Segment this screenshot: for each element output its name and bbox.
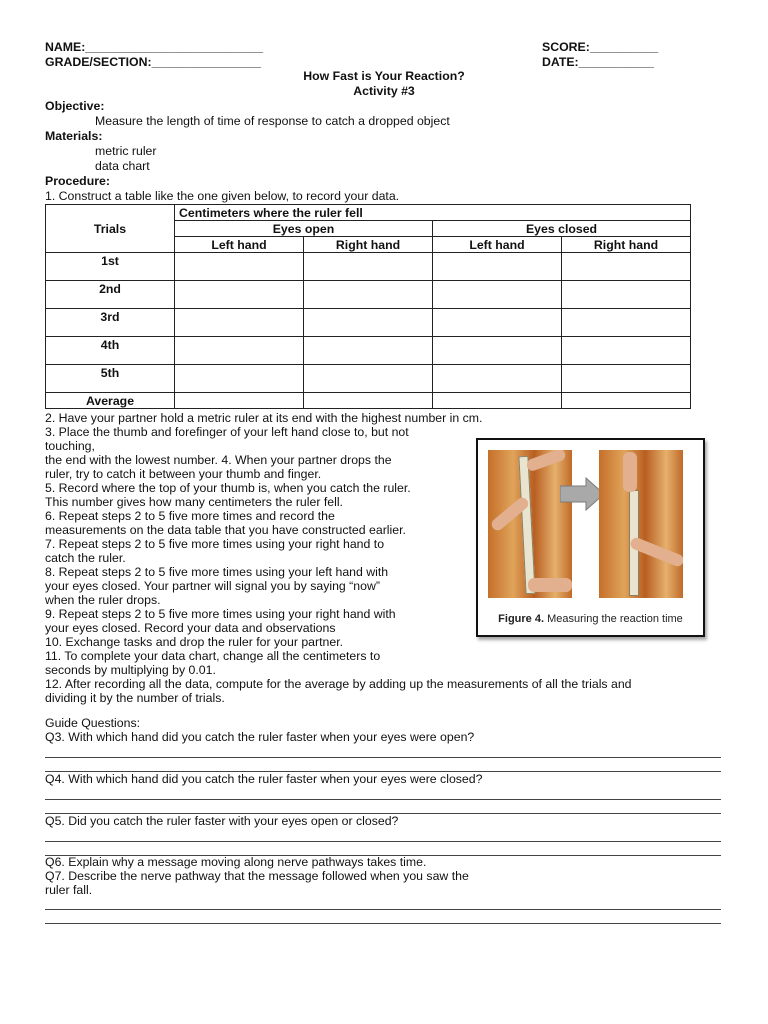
table-cell[interactable] [562, 365, 691, 393]
activity-number: Activity #3 [353, 84, 415, 98]
right-hand-header: Right hand [562, 237, 691, 253]
table-cell[interactable] [433, 337, 562, 365]
procedure-line: 8. Repeat steps 2 to 5 five more times using your left hand with [45, 565, 389, 579]
procedure-line: ruler, try to catch it between your thumb and finger. [45, 467, 322, 481]
trial-label: 1st [46, 253, 175, 281]
grade-section-field[interactable]: GRADE/SECTION:________________ [45, 55, 262, 69]
procedure-line: 3. Place the thumb and forefinger of your left hand close to, but not [45, 425, 409, 439]
table-cell[interactable] [175, 253, 304, 281]
answer-line[interactable] [45, 799, 721, 800]
name-field[interactable]: NAME:__________________________ [45, 40, 264, 54]
procedure-line: 7. Repeat steps 2 to 5 five more times using your right hand to [45, 537, 385, 551]
procedure-line: seconds by multiplying by 0.01. [45, 663, 216, 677]
material-item: data chart [95, 159, 150, 173]
table-cell[interactable] [304, 393, 433, 409]
table-cell[interactable] [304, 281, 433, 309]
materials-label: Materials: [45, 129, 103, 143]
table-cell[interactable] [433, 365, 562, 393]
question-q4: Q4. With which hand did you catch the ruler faster when your eyes were closed? [45, 772, 483, 786]
table-cell[interactable] [304, 309, 433, 337]
left-hand-header: Left hand [433, 237, 562, 253]
table-cell[interactable] [562, 337, 691, 365]
procedure-line: catch the ruler. [45, 551, 126, 565]
eyes-closed-header: Eyes closed [433, 221, 691, 237]
page-title: How Fast is Your Reaction? [303, 69, 465, 83]
procedure-line: touching, [45, 439, 95, 453]
procedure-line: 5. Record where the top of your thumb is, when you catch the ruler. [45, 481, 411, 495]
date-field[interactable]: DATE:___________ [542, 55, 654, 69]
answer-line[interactable] [45, 841, 721, 842]
table-row [46, 365, 691, 393]
procedure-line: the end with the lowest number. 4. When your partner drops the [45, 453, 392, 467]
procedure-line: 10. Exchange tasks and drop the ruler for your partner. [45, 635, 344, 649]
procedure-line: dividing it by the number of trials. [45, 691, 225, 705]
question-q3: Q3. With which hand did you catch the ruler faster when your eyes were open? [45, 730, 475, 744]
trial-label: 3rd [46, 309, 175, 337]
procedure-line: 2. Have your partner hold a metric ruler at its end with the highest number in cm. [45, 411, 483, 425]
right-hand-header: Right hand [304, 237, 433, 253]
answer-line[interactable] [45, 909, 721, 910]
procedure-line: 6. Repeat steps 2 to 5 five more times and record the [45, 509, 335, 523]
table-cell[interactable] [562, 393, 691, 409]
trial-label: 2nd [46, 281, 175, 309]
table-row [46, 253, 691, 281]
answer-line[interactable] [45, 757, 721, 758]
centimeters-header: Centimeters where the ruler fell [175, 205, 691, 221]
question-q6: Q6. Explain why a message moving along nerve pathways takes time. [45, 855, 427, 869]
table-cell[interactable] [175, 309, 304, 337]
procedure-line: 12. After recording all the data, compute for the average by adding up the measurements of all the trials and [45, 677, 632, 691]
procedure-line: your eyes closed. Record your data and observations [45, 621, 336, 635]
trial-label: 4th [46, 337, 175, 365]
trial-label: Average [46, 393, 175, 409]
trial-label: 5th [46, 365, 175, 393]
question-q7: Q7. Describe the nerve pathway that the message followed when you saw the [45, 869, 469, 883]
figure-caption-label: Figure 4. [498, 613, 545, 625]
trials-header: Trials [46, 205, 175, 253]
procedure-line: when the ruler drops. [45, 593, 161, 607]
material-item: metric ruler [95, 144, 157, 158]
procedure-step-1: 1. Construct a table like the one given below, to record your data. [45, 189, 400, 203]
question-q7-cont: ruler fall. [45, 883, 93, 897]
photo-after-drop [599, 450, 683, 598]
table-row [46, 309, 691, 337]
table-row [46, 337, 691, 365]
figure-caption-text: Measuring the reaction time [544, 613, 683, 625]
score-field[interactable]: SCORE:__________ [542, 40, 659, 54]
procedure-line: 11. To complete your data chart, change all the centimeters to [45, 649, 381, 663]
objective-text: Measure the length of time of response to catch a dropped object [95, 114, 450, 128]
table-cell[interactable] [562, 281, 691, 309]
procedure-line: measurements on the data table that you have constructed earlier. [45, 523, 406, 537]
data-table [45, 204, 691, 409]
figure-reaction-time [476, 438, 705, 637]
table-cell[interactable] [175, 393, 304, 409]
left-hand-header: Left hand [175, 237, 304, 253]
table-cell[interactable] [562, 253, 691, 281]
table-cell[interactable] [304, 253, 433, 281]
table-cell[interactable] [175, 281, 304, 309]
procedure-line: 9. Repeat steps 2 to 5 five more times using your right hand with [45, 607, 396, 621]
procedure-label: Procedure: [45, 174, 110, 188]
table-cell[interactable] [433, 281, 562, 309]
table-cell[interactable] [175, 337, 304, 365]
table-cell[interactable] [433, 393, 562, 409]
guide-questions-label: Guide Questions: [45, 716, 141, 730]
table-cell[interactable] [433, 253, 562, 281]
table-cell[interactable] [562, 309, 691, 337]
objective-label: Objective: [45, 99, 105, 113]
table-row [46, 393, 691, 409]
procedure-line: This number gives how many centimeters the ruler fell. [45, 495, 343, 509]
photo-before-drop [488, 450, 572, 598]
table-row [46, 281, 691, 309]
table-cell[interactable] [433, 309, 562, 337]
procedure-line: your eyes closed. Your partner will signal you by saying “now” [45, 579, 380, 593]
eyes-open-header: Eyes open [175, 221, 433, 237]
question-q5: Q5. Did you catch the ruler faster with your eyes open or closed? [45, 814, 399, 828]
table-cell[interactable] [304, 337, 433, 365]
figure-caption [478, 612, 703, 626]
table-cell[interactable] [304, 365, 433, 393]
answer-line[interactable] [45, 923, 721, 924]
table-cell[interactable] [175, 365, 304, 393]
